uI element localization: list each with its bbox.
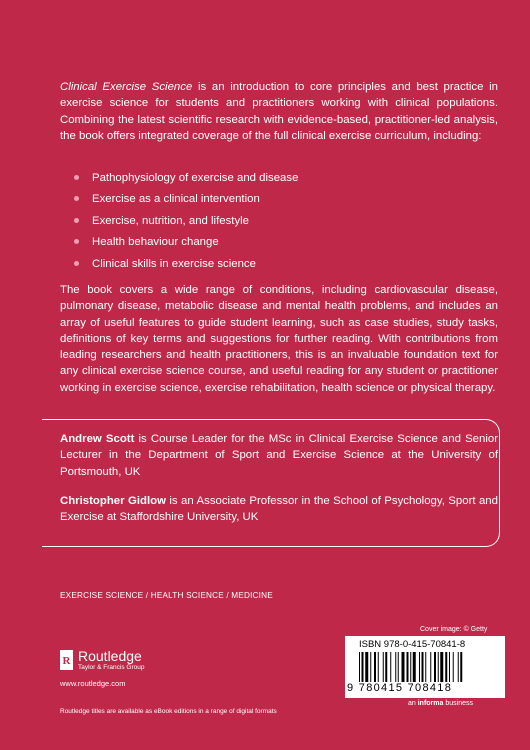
routledge-logo-icon	[60, 650, 73, 670]
publisher-group: Taylor & Francis Group	[78, 664, 145, 671]
svg-text:R: R	[62, 655, 71, 667]
publisher-url[interactable]: www.routledge.com	[60, 679, 126, 688]
topic-list	[74, 170, 298, 277]
intro-paragraph	[60, 79, 498, 144]
list-item: Health behaviour change	[74, 234, 298, 255]
isbn: ISBN 978-0-415-70841-8	[359, 639, 466, 650]
barcode-number: 9 780415 708418	[347, 682, 453, 694]
intro-text: is an introduction to core principles and best practice in exercise science for students and practitioners working with clinical populations. Combining the latest scientific research with evidence-based, practitioner-led analysis, the book offers integrated coverage of the full clinical exercise curriculum, including:	[60, 81, 498, 142]
subject-categories: EXERCISE SCIENCE / HEALTH SCIENCE / MEDICINE	[60, 591, 273, 600]
bullet-icon	[74, 239, 79, 244]
list-item: Exercise as a clinical intervention	[74, 191, 298, 212]
description-paragraph: The book covers a wide range of conditions, including cardiovascular disease, pulmonary disease, metabolic disease and mental health problems, and includes an array of useful features to guide student learning, such as case studies, study tasks, definitions of key terms and suggestions for further reading. With contributions from leading researchers and health practitioners, this is an invaluable foundation text for any clinical exercise science course, and useful reading for any student or practitioner working in exercise science, exercise rehabilitation, health science or physical therapy.	[60, 284, 498, 394]
barcode-icon	[359, 652, 493, 682]
book-title: Clinical Exercise Science	[60, 81, 193, 93]
bullet-icon	[74, 218, 79, 223]
list-item: Pathophysiology of exercise and disease	[74, 170, 298, 191]
author-name: Andrew Scott	[60, 433, 135, 445]
author-bio: Christopher Gidlow is an Associate Professor in the School of Psychology, Sport and Exercise at Staffordshire University, UK	[60, 495, 498, 524]
bullet-icon	[74, 261, 79, 266]
author-name: Christopher Gidlow	[60, 495, 166, 507]
barcode	[345, 636, 505, 698]
informa-tagline: an informa business	[408, 700, 473, 707]
bullet-icon	[74, 196, 79, 201]
list-item: Clinical skills in exercise science	[74, 256, 298, 277]
publisher-name: Routledge	[78, 648, 142, 664]
author-box	[42, 419, 500, 547]
ebook-note: Routledge titles are available as eBook editions in a range of digital formats	[60, 708, 277, 715]
cover-credit: Cover image: © Getty	[420, 626, 488, 633]
list-item: Exercise, nutrition, and lifestyle	[74, 213, 298, 234]
author-bio: Andrew Scott is Course Leader for the MSc in Clinical Exercise Science and Senior Lecturer in the Department of Sport and Exercise Science at the University of Portsmouth, UK	[60, 433, 498, 478]
bullet-icon	[74, 175, 79, 180]
